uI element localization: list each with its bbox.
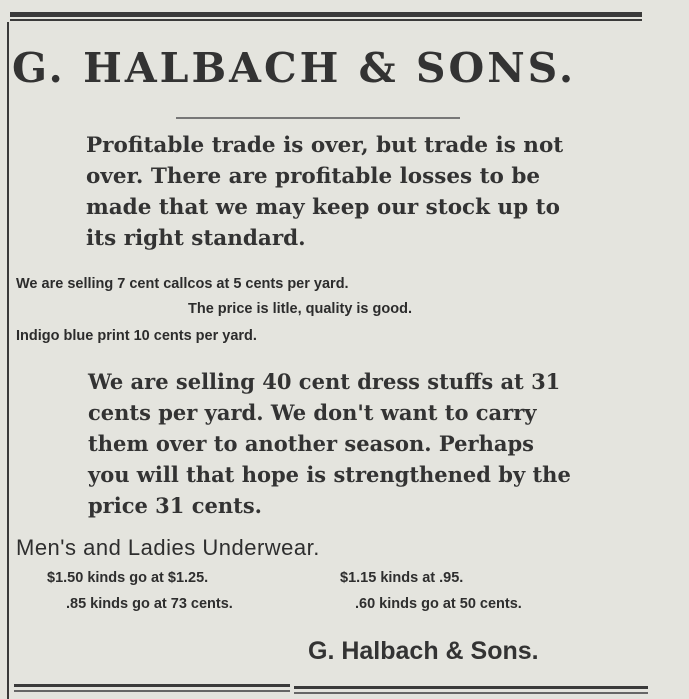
underwear-heading: Men's and Ladies Underwear. — [16, 535, 320, 560]
price-item: .60 kinds go at 50 cents. — [355, 596, 522, 612]
dress-line: We are selling 40 cent dress stuffs at 31 — [88, 369, 561, 394]
dress-line: you will that hope is strengthened by the — [88, 462, 571, 487]
page-title: G. HALBACH & SONS. — [12, 44, 577, 92]
calicos-line: We are selling 7 cent callcos at 5 cents per yard. — [16, 276, 349, 292]
price-item: $1.15 kinds at .95. — [340, 570, 464, 586]
intro-paragraph — [86, 130, 563, 254]
price-item: .85 kinds go at 73 cents. — [66, 596, 233, 612]
top-border-thick — [10, 12, 642, 17]
bottom-border-right-thin — [294, 692, 648, 694]
bottom-border-left — [14, 684, 290, 687]
intro-line: its right standard. — [86, 226, 306, 251]
price-item: $1.50 kinds go at $1.25. — [47, 570, 209, 586]
dress-line: price 31 cents. — [88, 493, 262, 518]
top-border-thin — [10, 19, 642, 21]
bottom-border-left-thin — [14, 690, 290, 692]
dress-line: cents per yard. We don't want to carry — [88, 400, 537, 425]
indigo-line: Indigo blue print 10 cents per yard. — [16, 328, 257, 344]
intro-line: over. There are profitable losses to be — [86, 164, 541, 189]
intro-line: made that we may keep our stock up to — [86, 195, 560, 220]
left-border — [7, 22, 9, 699]
dress-line: them over to another season. Perhaps — [88, 431, 534, 456]
bottom-border-right — [294, 686, 648, 689]
quality-line: The price is litle, quality is good. — [188, 301, 412, 317]
dress-paragraph — [88, 366, 571, 521]
title-underline — [176, 117, 460, 119]
signature: G. Halbach & Sons. — [308, 637, 539, 665]
intro-line: Profitable trade is over, but trade is not — [86, 133, 564, 158]
